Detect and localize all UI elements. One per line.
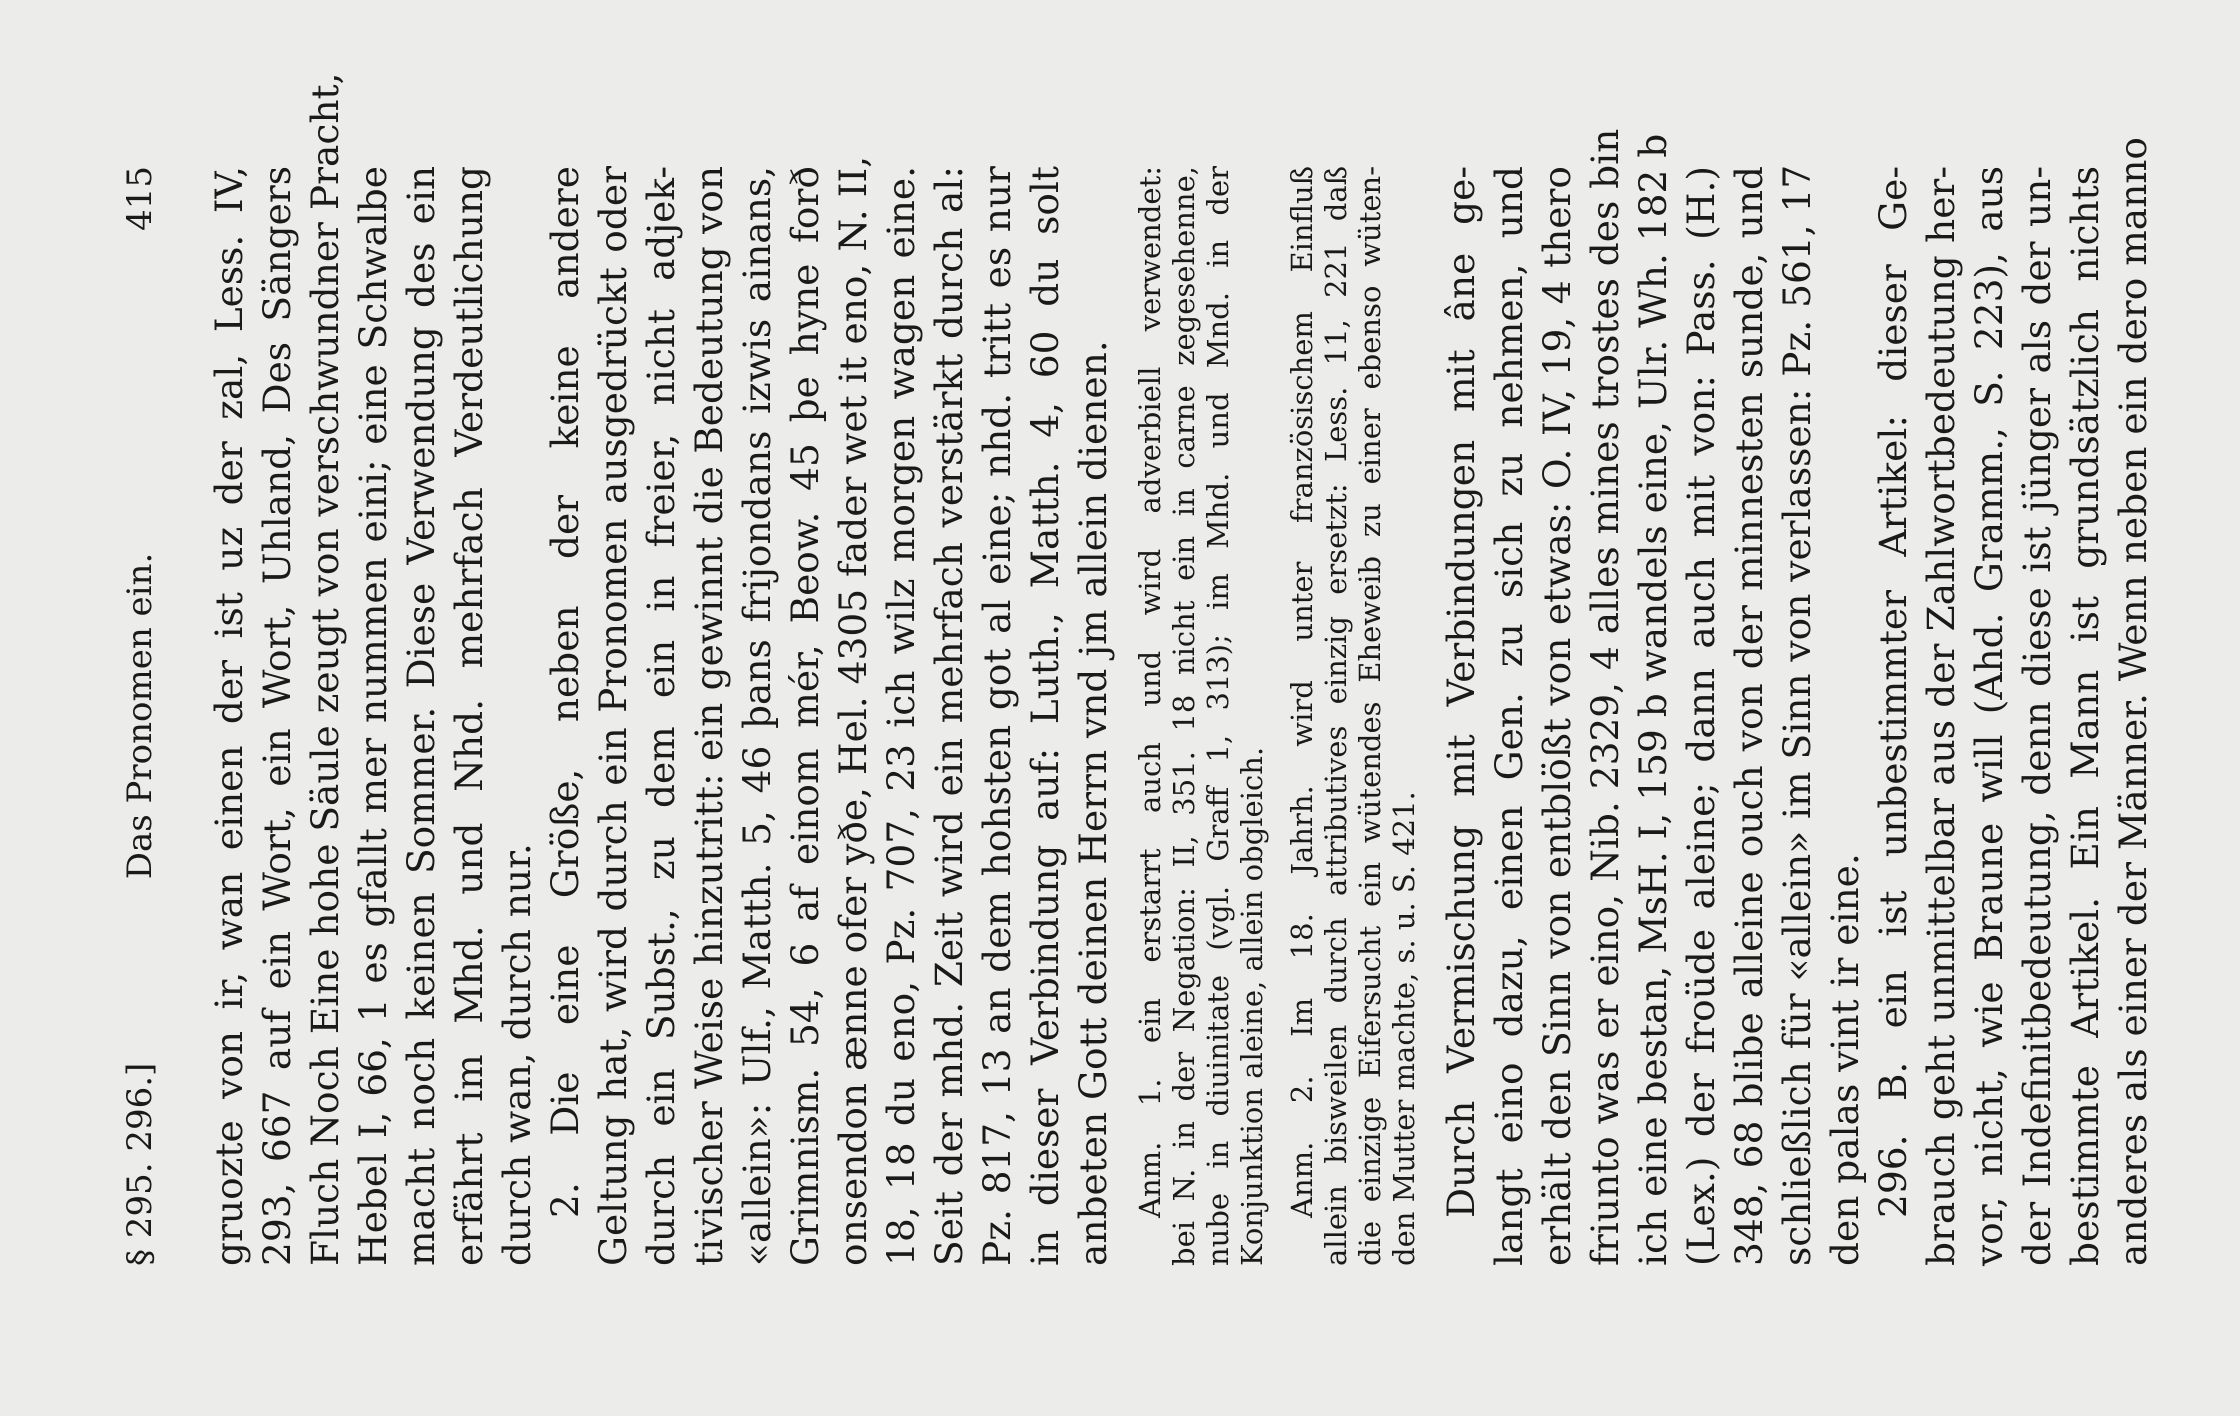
text-line: durch wan, durch nur. xyxy=(495,843,539,1266)
section-reference: § 295. 296.] xyxy=(120,1062,160,1266)
text-line: Grimnism. 54, 6 af einom mér, Beow. 45 þe hyne forð xyxy=(783,166,827,1266)
text-line: Konjunktion aleine, allein obgleich. xyxy=(1235,746,1269,1266)
text-line: Anm. 1. ein erstarrt auch und wird adverbiell verwendet: xyxy=(1133,166,1167,1218)
text-line: erhält den Sinn von entblößt von etwas: O. IV, 19, 4 thero xyxy=(1535,166,1579,1266)
text-line: in dieser Verbindung auf: Luth., Matth. 4, 60 du solt xyxy=(1023,166,1067,1266)
paragraph-1 xyxy=(205,72,541,1266)
text-line: brauch geht unmittelbar aus der Zahlwortbedeutung her- xyxy=(1919,166,1963,1266)
note-1 xyxy=(1133,166,1269,1266)
note-2 xyxy=(1285,166,1421,1266)
text-line: Geltung hat, wird durch ein Pronomen ausgedrückt oder xyxy=(591,166,635,1266)
text-line: 296. B. ein ist unbestimmter Artikel: dieser Ge- xyxy=(1871,166,1915,1218)
paragraph-2 xyxy=(541,155,1117,1266)
text-line: Fluch Noch Eine hohe Säule zeugt von verschwundner Pracht, xyxy=(303,72,347,1266)
text-line: Pz. 817, 13 an dem hohsten got al eine; nhd. tritt es nur xyxy=(975,166,1019,1266)
text-line: nube in diuinitate (vgl. Graff 1, 313); im Mhd. und Mnd. in der xyxy=(1201,166,1235,1266)
text-line: Seit der mhd. Zeit wird ein mehrfach verstärkt durch al: xyxy=(927,166,971,1266)
text-line: tivischer Weise hinzutritt: ein gewinnt die Bedeutung von xyxy=(687,166,731,1266)
text-line: Durch Vermischung mit Verbindungen mit âne ge- xyxy=(1439,166,1483,1218)
text-line: 293, 667 auf ein Wort, ein Wort, Uhland, Des Sängers xyxy=(255,166,299,1266)
text-line: anderes als einer der Männer. Wenn neben ein dero manno xyxy=(2111,136,2155,1266)
text-line: ich eine bestan, MsH. I, 159 b wandels eine, Ulr. Wh. 182 b xyxy=(1631,133,1675,1266)
text-line: 348, 68 blibe alleine ouch von der minnesten sunde, und xyxy=(1727,166,1771,1266)
text-line: die einzige Eifersucht ein wütendes Eheweib zu einer ebenso wüten- xyxy=(1353,166,1387,1266)
text-line: gruozte von ir, wan einen der ist uz der zal, Less. IV, xyxy=(207,166,251,1266)
text-line: 2. Die eine Größe, neben der keine andere xyxy=(543,166,587,1218)
text-line: friunto was er eino, Nib. 2329, 4 alles mines trostes des bin xyxy=(1583,128,1627,1266)
text-line: Hebel I, 66, 1 es gfallt mer nummen eini; eine Schwalbe xyxy=(351,166,395,1266)
text-line: bestimmte Artikel. Ein Mann ist grundsätzlich nichts xyxy=(2063,166,2107,1266)
text-line: durch ein Subst., zu dem ein in freier, nicht adjek- xyxy=(639,166,683,1266)
text-line: den palas vint ir eine. xyxy=(1823,853,1867,1266)
text-line: der Indefinitbedeutung, denn diese ist jünger als der un- xyxy=(2015,166,2059,1266)
text-line: macht noch keinen Sommer. Diese Verwendung des ein xyxy=(399,166,443,1266)
text-line: onsendon ænne ofer yðe, Hel. 4305 fader wet it eno, N. II, xyxy=(831,155,875,1266)
text-line: langt eino dazu, einen Gen. zu sich zu nehmen, und xyxy=(1487,166,1531,1266)
paragraph-3 xyxy=(1437,128,1869,1266)
page-number: 415 xyxy=(120,166,160,231)
running-title: Das Pronomen ein. xyxy=(120,552,160,880)
body-text xyxy=(205,72,2157,1266)
paragraph-4 xyxy=(1869,136,2157,1266)
text-line: erfährt im Mhd. und Nhd. mehrfach Verdeutlichung xyxy=(447,166,491,1266)
text-line: anbeten Gott deinen Herrn vnd jm allein dienen. xyxy=(1071,340,1115,1266)
text-line: (Lex.) der froüde aleine; dann auch mit von: Pass. (H.) xyxy=(1679,166,1723,1266)
text-line: vor, nicht, wie Braune will (Ahd. Gramm., S. 223), aus xyxy=(1967,166,2011,1266)
text-line: den Mutter machte, s. u. S. 421. xyxy=(1387,791,1421,1266)
text-line: «allein»: Ulf., Matth. 5, 46 þans frijondans izwis ainans, xyxy=(735,166,779,1266)
text-line: 18, 18 du eno, Pz. 707, 23 ich wilz morgen wagen eine. xyxy=(879,166,923,1266)
text-line: allein bisweilen durch attributives einzig ersetzt: Less. 11, 221 daß xyxy=(1319,166,1353,1266)
text-line: schließlich für «allein» im Sinn von verlassen: Pz. 561, 17 xyxy=(1775,164,1819,1266)
text-line: bei N. in der Negation: II, 351. 18 nicht ein in carne zegesehenne, xyxy=(1167,166,1201,1266)
text-line: Anm. 2. Im 18. Jahrh. wird unter französischem Einfluß xyxy=(1285,166,1319,1218)
